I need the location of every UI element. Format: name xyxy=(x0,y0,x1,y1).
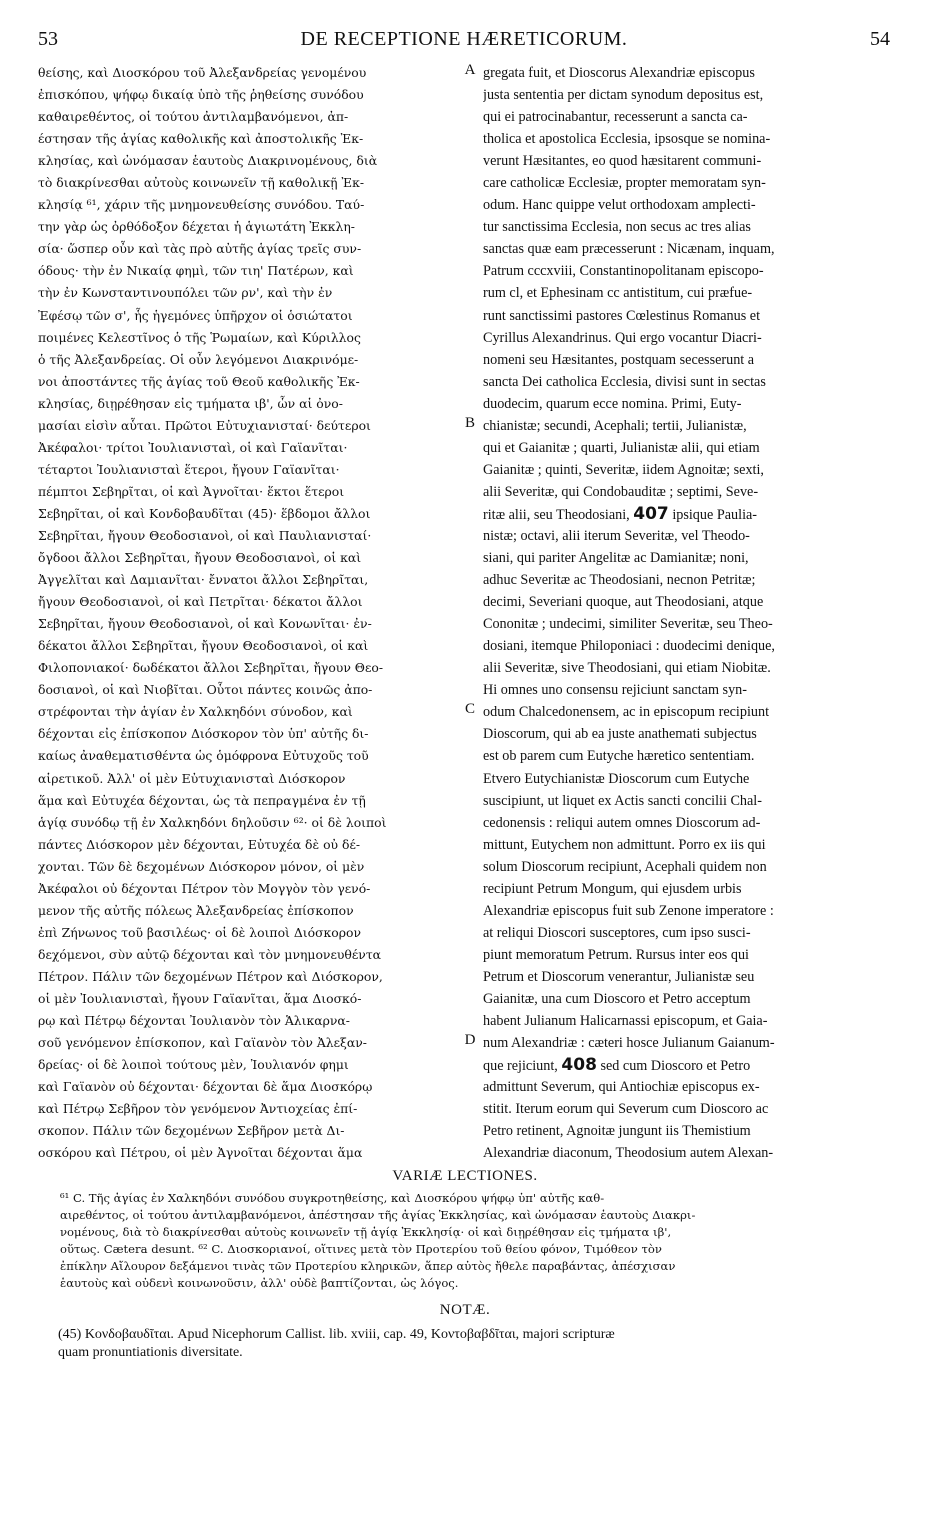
inline-page-marker: 408 xyxy=(561,1055,597,1076)
latin-text-line: solum Dioscorum recipiunt, Acephali quidem non xyxy=(483,858,767,875)
greek-text-line: ἁγίᾳ συνόδῳ τῇ ἐν Χαλκηδόνι δηλοῦσιν ⁶²· οἱ δὲ λοιποὶ xyxy=(38,814,387,830)
greek-text-line: καθαιρεθέντος, οἱ τούτου ἀντιλαμβανόμενοι, ἀπ- xyxy=(38,109,349,125)
greek-text-line: Φιλοπονιακοί· δωδέκατοι ἄλλοι Σεβηρῖται, ἤγουν Θεο- xyxy=(38,660,384,676)
greek-text-line: κλησίᾳ ⁶¹, χάριν τῆς μνημονευθείσης συνόδου. Ταύ- xyxy=(38,197,365,213)
variae-line: αιρεθέντος, οἱ τούτου ἀντιλαμβανόμενοι, ἀπέστησαν τῆς ἁγίας Ἐκκλησίας, καὶ ὠνόμασαν ἑαυτοὺς Διακρι- xyxy=(60,1208,696,1222)
greek-text-line: μενον τῆς αὐτῆς πόλεως Ἀλεξανδρείας ἐπίσκοπον xyxy=(38,902,354,918)
latin-text-line: runt sanctissimi pastores Cœlestinus Romanus et xyxy=(483,307,761,324)
greek-text-line: τὸ διακρίνεσθαι αὐτοὺς κοινωνεῖν τῇ καθολικῇ Ἐκ- xyxy=(38,175,365,191)
variae-line: ⁶¹ C. Τῆς ἁγίας ἐν Χαλκηδόνι συνόδου συγκροτηθείσης, καὶ Διοσκόρου ψήφῳ ὑπ' αὐτῆς καθ- xyxy=(60,1191,605,1205)
latin-text-line: Etvero Eutychianistæ Dioscorum cum Eutyche xyxy=(483,770,750,787)
greek-text-line: νοι ἀποστάντες τῆς ἁγίας τοῦ Θεοῦ καθολικῆς Ἐκ- xyxy=(38,373,360,389)
running-title: DE RECEPTIONE HÆRETICORUM. xyxy=(300,28,628,50)
latin-text-line: duodecim, quarum ecce nomina. Primi, Euty- xyxy=(483,395,742,412)
latin-text-line: Alexandriæ episcopus fuit sub Zenone imperatore : xyxy=(483,902,774,919)
latin-text-line: Gaianitæ ; quinti, Severitæ, iidem Agnoitæ; sexti, xyxy=(483,461,764,478)
margin-marker-b: B xyxy=(464,415,475,431)
greek-text-line: δρείας· οἱ δὲ λοιποὶ τούτους μὲν, Ἰουλιανόν φημι xyxy=(38,1057,349,1073)
latin-text-line: rum cl, et Ephesinam cc antistitum, cui præfue- xyxy=(483,285,753,302)
greek-text-line: ὄγδοοι ἄλλοι Σεβηρῖται, ἤγουν Θεοδοσιανοὶ, οἱ καὶ xyxy=(38,550,362,566)
margin-marker-d: D xyxy=(464,1032,476,1048)
latin-text-line: sanctas quæ eam præcesserunt : Nicænam, inquam, xyxy=(483,241,775,258)
latin-text-line: que rejiciunt, 408 sed cum Dioscoro et Petro xyxy=(483,1055,751,1076)
greek-text-line: τὴν ἐν Κωνσταντινουπόλει τῶν ρν', καὶ τὴν ἐν xyxy=(38,285,333,301)
latin-column xyxy=(483,62,893,1164)
greek-text-line: κλησίας, καὶ ὠνόμασαν ἑαυτοὺς Διακρινομένους, διὰ xyxy=(38,153,378,169)
greek-text-line: χονται. Τῶν δὲ δεχομένων Διόσκορον μόνον, οἱ μὲν xyxy=(38,858,365,874)
latin-text-line: tholica et apostolica Ecclesia, ipsosque se nomina- xyxy=(483,131,771,148)
latin-text-line: suscipiunt, ut liquet ex Actis sancti concilii Chal- xyxy=(483,792,762,809)
greek-text-line: αἱρετικοῦ. Ἀλλ' οἱ μὲν Εὐτυχιανισταὶ Διόσκορον xyxy=(38,770,346,786)
latin-text-line: siani, qui pariter Angelitæ ac Damianitæ; noni, xyxy=(483,550,749,567)
latin-text-line: at reliqui Dioscori susceptores, cum ipso susci- xyxy=(483,924,751,941)
latin-text-line: num Alexandriæ : cæteri hosce Julianum Gaianum- xyxy=(483,1035,775,1052)
greek-text-line: καίως ἀναθεματισθέντα ὡς ὁμόφρονα Εὐτυχοῦς τοῦ xyxy=(38,748,369,764)
variae-lectiones-title: VARIÆ LECTIONES. xyxy=(392,1168,538,1184)
variae-line: ἑαυτοὺς καὶ οὐδενὶ κοινωνοῦσιν, ἀλλ' οὐδὲ βαπτίζονται, ὡς λόγος. xyxy=(60,1276,459,1290)
latin-text-line: habent Julianum Halicarnassi episcopum, et Gaia- xyxy=(483,1013,768,1030)
greek-text-line: όδους· τὴν ἐν Νικαίᾳ φημὶ, τῶν τιη' Πατέρων, καὶ xyxy=(38,263,354,279)
latin-text-line: nistæ; octavi, alii iterum Severitæ, vel Theodo- xyxy=(483,527,750,544)
greek-text-line: Πέτρον. Πάλιν τῶν δεχομένων Πέτρον καὶ Διόσκορον, xyxy=(38,968,383,984)
greek-text-line: ἅμα καὶ Εὐτυχέα δέχονται, ὡς τὰ πεπραγμένα ἐν τῇ xyxy=(38,792,366,808)
greek-text-line: σκοπον. Πάλιν τῶν δεχομένων Σεβῆρον μετὰ Δι- xyxy=(38,1123,345,1139)
latin-text-line: Dioscorum, qui ab ea juste anathemati subjectus xyxy=(483,726,757,743)
notae-line: quam pronuntiationis diversitate. xyxy=(58,1345,243,1360)
variae-line: οὕτως. Cætera desunt. ⁶² C. Διοσκοριανοί, οἵτινες μετὰ τὸν Προτερίου τοῦ θείου φόνον, Τιμόθεον τὸν xyxy=(60,1242,662,1256)
margin-marker-c: C xyxy=(464,701,475,717)
greek-text-line: Σεβηρῖται, ἤγουν Θεοδοσιανοὶ, οἱ καὶ Κονωνῖται· ἐν- xyxy=(38,616,372,632)
greek-text-line: θείσης, καὶ Διοσκόρου τοῦ Ἀλεξανδρείας γενομένου xyxy=(38,65,367,80)
variae-line: ἐπίκλην Αἴλουρον δεξάμενοι τινὰς τῶν Προτερίου κληρικῶν, ἅπερ αὐτὸς ἤθελε παραβάντας, ἀπέσχισαν xyxy=(60,1259,676,1273)
greek-text-line: δέκατοι ἄλλοι Σεβηρῖται, ἤγουν Θεοδοσιανοὶ, οἱ καὶ xyxy=(38,638,369,654)
greek-text-line: καὶ Πέτρῳ Σεβῆρον τὸν γενόμενον Ἀντιοχείας ἐπί- xyxy=(38,1101,358,1117)
greek-text-line: Σεβηρῖται, οἱ καὶ Κονδοβαυδῖται (45)· ἕβδομοι ἄλλοι xyxy=(38,505,371,521)
greek-text-line: Σεβηρῖται, ἤγουν Θεοδοσιανοὶ, οἱ καὶ Παυλιανισταί· xyxy=(38,527,372,543)
greek-text-line: ρῳ καὶ Πέτρῳ δέχονται Ἰουλιανὸν τὸν Ἁλικαρνα- xyxy=(38,1013,350,1029)
greek-text-line: δοσιανοὶ, οἱ καὶ Νιοβῖται. Οὗτοι πάντες κοινῶς ἀπο- xyxy=(38,682,373,698)
latin-text-line: chianistæ; secundi, Acephali; tertii, Julianistæ, xyxy=(483,417,747,434)
right-page-number: 54 xyxy=(869,28,890,50)
latin-text-line: Gaianitæ, una cum Dioscoro et Petro acceptum xyxy=(483,990,751,1007)
greek-text-line: σία· ὥσπερ οὖν καὶ τὰς πρὸ αὐτῆς ἁγίας τρεῖς συν- xyxy=(38,241,362,257)
latin-text-line: admittunt Severum, qui Antiochiæ episcopus ex- xyxy=(483,1079,760,1096)
greek-text-line: ἐπισκόπου, ψήφῳ δικαίᾳ ὑπὸ τῆς ῥηθείσης συνόδου xyxy=(38,87,364,103)
greek-text-line: Ἐφέσῳ τῶν σ', ἧς ἡγεμόνες ὑπῆρχον οἱ ὁσιώτατοι xyxy=(38,307,353,323)
latin-text-line: care catholicæ Ecclesiæ, propter memoratam syn- xyxy=(483,175,766,192)
latin-text-line: cedonensis : reliqui autem omnes Dioscorum ad- xyxy=(483,814,761,831)
page-header xyxy=(38,28,890,58)
greek-text-line: τέταρτοι Ἰουλιανισταὶ ἕτεροι, ἤγουν Γαϊανῖται· xyxy=(38,461,340,477)
variae-line: νομένους, διὰ τὸ διακρίνεσθαι αὐτοὺς κοινωνεῖν τῇ ἁγίᾳ Ἐκκλησίᾳ· οἱ καὶ διῃρέθησαν εἰς τμήματα ιβ', xyxy=(60,1225,672,1239)
left-page-number: 53 xyxy=(38,28,58,50)
latin-text-line: verunt Hæsitantes, eo quod hæsitarent communi- xyxy=(483,153,762,170)
latin-text-line: est ob parem cum Eutyche hæretico sententiam. xyxy=(483,748,755,765)
greek-text-line: Ἀκέφαλοι· τρίτοι Ἰουλιανισταὶ, οἱ καὶ Γαϊανῖται· xyxy=(38,439,348,455)
latin-text-line: qui et Gaianitæ ; quarti, Julianistæ alii, qui etiam xyxy=(483,439,760,456)
latin-text-line: decimi, Severiani quoque, aut Theodosiani, atque xyxy=(483,594,764,611)
greek-text-line: ἤγουν Θεοδοσιανοὶ, οἱ καὶ Πετρῖται· δέκατοι ἄλλοι xyxy=(38,594,363,610)
greek-text-line: δεχόμενοι, σὺν αὐτῷ δέχονται καὶ τὸν μνημονευθέντα xyxy=(38,946,382,962)
latin-text-line: Petrum et Dioscorum venerantur, Julianistæ seu xyxy=(483,968,755,985)
latin-text-line: odum. Hanc quippe velut orthodoxam amplecti- xyxy=(483,197,756,214)
greek-text-line: πάντες Διόσκορον μὲν δέχονται, Εὐτυχέα δὲ οὐ δέ- xyxy=(38,836,361,852)
latin-text-line: Alexandriæ diaconum, Theodosium autem Alexan- xyxy=(483,1145,774,1162)
latin-text-line: Cyrillus Alexandrinus. Qui ergo vocantur Diacri- xyxy=(483,329,762,346)
latin-text-line: stitit. Iterum eorum qui Severum cum Dioscoro ac xyxy=(483,1101,769,1118)
latin-text-line: dosiani, itemque Philoponiaci : duodecimi denique, xyxy=(483,638,775,655)
latin-text-line: Cononitæ ; undecimi, similiter Severitæ, seu Theo- xyxy=(483,616,773,633)
latin-text-line: mittunt, Eutychem non admittunt. Porro ex iis qui xyxy=(483,836,766,853)
latin-text-line: ritæ alii, seu Theodosiani, 407 ipsique Paulia- xyxy=(483,503,758,524)
greek-text-line: κλησίας, διῃρέθησαν εἰς τμήματα ιβ', ὧν αἱ ὀνο- xyxy=(38,395,343,411)
greek-text-line: την γὰρ ὡς ὀρθόδοξον δέχεται ἡ ἁγιωτάτη Ἐκκλη- xyxy=(38,219,355,235)
greek-text-line: ὁ τῆς Ἀλεξανδρείας. Οἱ οὖν λεγόμενοι Διακρινόμε- xyxy=(38,351,359,367)
greek-text-line: μασίαι εἰσὶν αὗται. Πρῶτοι Εὐτυχιανισταί· δεύτεροι xyxy=(38,417,371,433)
latin-text-line: odum Chalcedonensem, ac in episcopum recipiunt xyxy=(483,704,770,721)
greek-text-line: ποιμένες Κελεστῖνος ὁ τῆς Ῥωμαίων, καὶ Κύριλλος xyxy=(38,329,361,345)
greek-text-line: Ἀκέφαλοι οὐ δέχονται Πέτρον τὸν Μογγὸν τὸν γενό- xyxy=(38,880,371,896)
latin-text-line: qui ei patrocinabantur, recesserunt a sancta ca- xyxy=(483,109,748,126)
notae-title: NOTÆ. xyxy=(439,1302,491,1318)
latin-text-line: gregata fuit, et Dioscorus Alexandriæ episcopus xyxy=(483,65,755,81)
greek-text-line: Ἀγγελῖται καὶ Δαμιανῖται· ἔννατοι ἄλλοι Σεβηρῖται, xyxy=(38,572,369,588)
latin-text-line: sancta Dei catholica Ecclesia, divisi sunt in sectas xyxy=(483,373,766,390)
greek-text-line: σοῦ γενόμενον ἐπίσκοπον, καὶ Γαϊανὸν τὸν Ἀλεξαν- xyxy=(38,1035,367,1051)
latin-text-line: Patrum cccxviii, Constantinopolitanam episcopo- xyxy=(483,263,764,280)
greek-column xyxy=(38,62,458,1164)
latin-text-line: recipiunt Petrum Mongum, qui ejusdem urbis xyxy=(483,880,742,897)
margin-marker-a: A xyxy=(464,62,476,78)
greek-text-line: οἱ μὲν Ἰουλιανισταὶ, ἤγουν Γαϊανῖται, ἅμα Διοσκό- xyxy=(38,990,362,1006)
greek-text-line: έστησαν τῆς ἁγίας καθολικῆς καὶ ἀποστολικῆς Ἐκ- xyxy=(38,131,364,147)
greek-text-line: στρέφονται τὴν ἁγίαν ἐν Χαλκηδόνι σύνοδον, καὶ xyxy=(38,704,353,720)
latin-text-line: tur sanctissima Ecclesia, non secus ac tres alias xyxy=(483,219,751,236)
greek-text-line: οσκόρου καὶ Πέτρου, οἱ μὲν Ἀγνοῖται δέχονται ἅμα xyxy=(38,1145,363,1161)
notae-block xyxy=(58,1326,898,1362)
latin-text-line: Hi omnes uno consensu rejiciunt sanctam syn- xyxy=(483,682,747,699)
greek-text-line: ἐπὶ Ζήνωνος τοῦ βασιλέως· οἱ δὲ λοιποὶ Διόσκορον xyxy=(38,924,362,940)
latin-text-line: justa sententia per dictam synodum depositus est, xyxy=(483,87,764,104)
greek-text-line: πέμπτοι Σεβηρῖται, οἱ καὶ Ἀγνοῖται· ἕκτοι ἕτεροι xyxy=(38,483,345,499)
latin-text-line: nomeni seu Hæsitantes, postquam secesserunt a xyxy=(483,351,755,368)
latin-text-line: alii Severitæ, qui Condobauditæ ; septimi, Seve- xyxy=(483,483,759,500)
greek-text-line: δέχονται εἰς ἐπίσκοπον Διόσκορον τὸν ὑπ' αὐτῆς δι- xyxy=(38,726,369,742)
latin-text-line: Petro retinent, Agnoitæ jungunt iis Themistium xyxy=(483,1123,751,1140)
latin-text-line: piunt memoratum Petrum. Rursus inter eos qui xyxy=(483,946,749,963)
inline-page-marker: 407 xyxy=(633,503,669,524)
greek-text-line: καὶ Γαϊανὸν οὐ δέχονται· δέχονται δὲ ἅμα Διοσκόρῳ xyxy=(38,1079,373,1095)
latin-text-line: alii Severitæ, sive Theodosiani, qui etiam Niobitæ. xyxy=(483,660,771,677)
variae-lectiones-block xyxy=(60,1190,900,1292)
notae-line: (45) Κονδοβαυδῖται. Apud Nicephorum Callist. lib. xviii, cap. 49, Κοντοβαβδῖται, majori scripturæ xyxy=(58,1327,615,1342)
latin-text-line: adhuc Severitæ ac Theodosiani, necnon Petritæ; xyxy=(483,572,756,589)
